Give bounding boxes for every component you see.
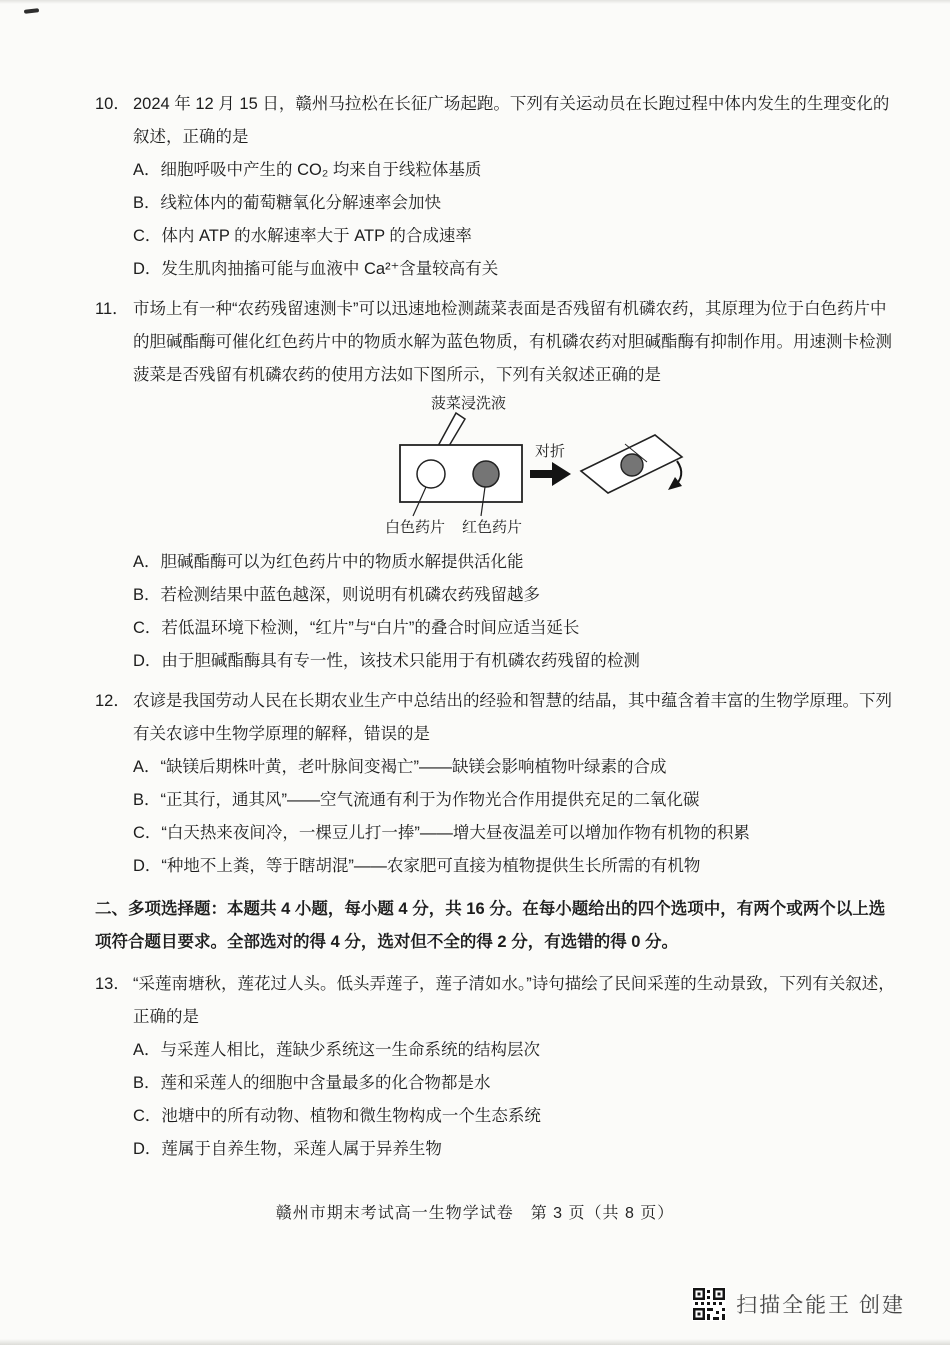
question-10 [95,88,897,286]
scan-top-edge [0,0,950,4]
question-number: 10． [95,95,130,113]
option-a: A．与采莲人相比，莲缺少系统这一生命系统的结构层次 [133,1041,541,1059]
option-b: B．若检测结果中蓝色越深，则说明有机磷农药残留越多 [133,586,541,604]
question-stem: 农谚是我国劳动人民在长期农业生产中总结出的经验和智慧的结晶，其中蕴含着丰富的生物学原理。下列有关农谚中生物学原理的解释，错误的是 [133,692,892,743]
option-d: D．发生肌肉抽搐可能与血液中 Ca²⁺含量较高有关 [133,260,499,278]
red-tablet [473,461,499,487]
question-stem: 2024 年 12 月 15 日，赣州马拉松在长征广场起跑。下列有关运动员在长跑过程中体内发生的生理变化的叙述，正确的是 [133,95,890,146]
option-a: A．细胞呼吸中产生的 CO₂ 均来自于线粒体基质 [133,161,482,179]
section-2-heading: 二、多项选择题：本题共 4 小题，每小题 4 分，共 16 分。在每小题给出的四个选项中，有两个或两个以上选项符合题目要求。全部选对的得 4 分，选对但不全的得 2 分，有选错的得 0 分。 [95,900,886,951]
option-c: C．若低温环境下检测，“红片”与“白片”的叠合时间应适当延长 [133,619,580,637]
red-tablet-label: 红色药片 [462,519,523,536]
question-number: 11． [95,300,129,318]
fold-arrow-icon [530,462,571,486]
option-c: C．池塘中的所有动物、植物和微生物构成一个生态系统 [133,1107,541,1125]
question-number: 13． [95,975,130,993]
question-stem: “采莲南塘秋，莲花过人头。低头弄莲子，莲子清如水。”诗句描绘了民间采莲的生动景致，下列有关叙述，正确的是 [133,975,895,1026]
question-12 [95,685,897,883]
option-b: B．“正其行，通其风”——空气流通有利于为作物光合作用提供充足的二氧化碳 [133,791,700,809]
option-a: A．“缺镁后期株叶黄，老叶脉间变褐亡”——缺镁会影响植物叶绿素的合成 [133,758,667,776]
scan-corner-mark [24,8,39,14]
scan-bottom-edge [0,1339,950,1345]
scanner-watermark [692,1287,905,1321]
option-c: C．体内 ATP 的水解速率大于 ATP 的合成速率 [133,227,472,245]
question-options [133,546,897,678]
question-options [133,751,897,883]
question-11 [95,293,897,678]
scanner-watermark-text: 扫描全能王 创建 [736,1294,905,1317]
question-number: 12． [95,692,130,710]
option-a: A．胆碱酯酶可以为红色药片中的物质水解提供活化能 [133,553,524,571]
question-13 [95,968,897,1166]
option-c: C．“白天热来夜间冷，一棵豆儿打一捧”——增大昼夜温差可以增加作物有机物的积累 [133,824,750,842]
fold-label: 对折 [535,443,566,460]
folded-tablet [621,454,643,476]
solution-label: 菠菜浸洗液 [431,395,507,412]
option-b: B．莲和采莲人的细胞中含量最多的化合物都是水 [133,1074,491,1092]
test-card-diagram [325,395,725,543]
white-tablet [417,460,445,488]
page-footer: 赣州市期末考试高一生物学试卷 第 3 页（共 8 页） [275,1205,675,1222]
question-stem: 市场上有一种“农药残留速测卡”可以迅速地检测蔬菜表面是否残留有机磷农药，其原理为位于白色药片中的胆碱酯酶可催化红色药片中的物质水解为蓝色物质，有机磷农药对胆碱酯酶有抑制作用。用速测卡检测菠菜是否残留有机磷农药的使用方法如下图所示，下列有关叙述正确的是 [133,300,892,384]
option-d: D．由于胆碱酯酶具有专一性，该技术只能用于有机磷农药残留的检测 [133,652,640,670]
question-options [133,1034,897,1166]
qr-code-icon [692,1287,726,1321]
option-b: B．线粒体内的葡萄糖氧化分解速率会加快 [133,194,442,212]
exam-page-content [95,88,897,1173]
white-tablet-label: 白色药片 [385,519,446,536]
question-options [133,154,897,286]
option-d: D．莲属于自养生物，采莲人属于异养生物 [133,1140,442,1158]
option-d: D．“种地不上粪，等于瞎胡混”——农家肥可直接为植物提供生长所需的有机物 [133,857,701,875]
